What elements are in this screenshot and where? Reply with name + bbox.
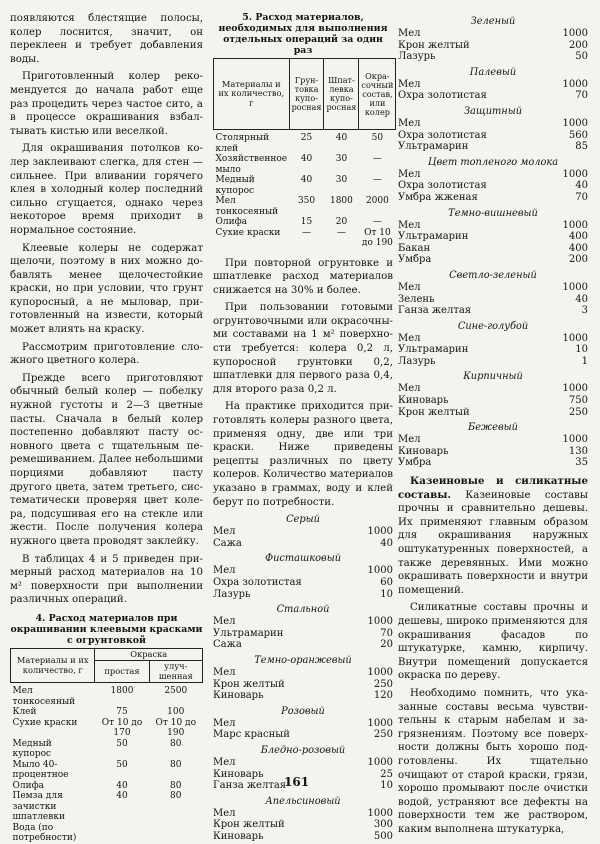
recipe-item [398,282,588,294]
ingredient-amount: 10 [575,344,588,356]
recipe [398,66,588,102]
ingredient-name: Охра золотистая [213,576,302,588]
ingredient-name: Крон желтый [398,39,470,51]
table-cell: 50 [371,133,384,143]
page-number: 161 [284,775,310,789]
table-row [11,781,203,792]
ingredient-name: Мел [213,807,236,819]
ingredient-name: Лазурь [213,588,251,600]
table-row [214,154,396,175]
ingredient-amount: 300 [373,819,393,831]
ingredient-name: Ультрамарин [398,141,469,153]
ingredient-name: Киноварь [213,690,264,702]
ingredient-amount: 1000 [367,616,393,628]
table-row [214,196,396,217]
ingredient-amount: 750 [568,395,588,407]
recipe [398,156,588,204]
ingredient-amount: 1000 [562,434,588,446]
ingredient-name: Мел [213,565,236,577]
ingredient-amount: 1 [581,355,588,367]
ingredient-amount: 1000 [367,807,393,819]
recipe-item [213,831,393,843]
ingredient-amount: 1000 [562,281,588,293]
ingredient-amount: 70 [380,627,393,639]
ingredient-name: Мел [398,78,421,90]
recipe-title: Бежевый [468,422,518,434]
ingredient-amount: 250 [373,678,393,690]
ingredient-name: Бакан [398,242,431,254]
recipe-title: Сине-голубой [457,320,529,332]
ingredient-name: Ганза желтая [398,305,472,317]
ingredient-amount: 200 [568,39,588,51]
table-row [214,175,396,196]
ingredient-amount: 40 [575,293,588,305]
table-header-priming: Грунтовка купоросная [291,75,322,112]
ingredient-name: Зелень [398,293,435,305]
ingredient-amount: 1000 [562,117,588,129]
table-cell: 80 [170,780,182,791]
recipe-item [213,757,393,769]
table-row [11,791,203,823]
recipe-item [398,395,588,407]
ingredient-amount: 40 [380,537,393,549]
table-cell: Хозяйственное мыло [215,154,288,175]
ingredient-name: Мел [213,526,236,538]
ingredient-amount: 1000 [367,756,393,768]
recipe-item [398,130,588,142]
ingredient-name: Мел [398,332,421,344]
recipe-title: Защитный [463,105,523,117]
ingredient-name: Мел [398,383,421,395]
recipe-item [213,679,393,691]
ingredient-amount: 130 [568,445,588,457]
ingredient-name: Крон желтый [213,819,285,831]
table-row [11,739,203,760]
table-row [11,760,203,781]
table-cell: Мел тонкосеяный [12,686,76,707]
table-cell: Клей [12,707,37,718]
ingredient-name: Мел [398,281,421,293]
ingredient-amount: 70 [575,90,588,102]
column-right [398,12,588,840]
recipe-item [398,294,588,306]
column-middle [213,12,393,842]
ingredient-name: Ганза желтая [213,780,287,792]
table-cell: Медный купорос [215,175,255,196]
ingredient-amount: 35 [575,457,588,469]
recipe [398,105,588,153]
table-cell: — [336,227,346,238]
recipe-title: Апельсиновый [265,795,341,807]
recipe-title: Цвет топленого молока [427,156,559,168]
recipes-list [398,15,588,469]
recipe-item [213,526,393,538]
table-cell: Сухие краски [12,717,78,728]
ingredient-amount: 70 [575,191,588,203]
recipe-item [398,333,588,345]
table-cell: 50 [116,759,128,770]
table-cell: 15 [300,217,313,227]
table-row [214,228,396,249]
ingredient-name: Лазурь [398,51,436,63]
ingredient-amount: 50 [575,51,588,63]
ingredient-amount: 20 [380,639,393,651]
table-cell: 40 [335,133,348,143]
ingredient-name: Мел [213,666,236,678]
table-row [11,683,203,708]
table-cell [95,823,149,844]
table-cell [149,823,202,844]
table-cell: 80 [170,738,182,749]
recipe-title: Кирпичный [463,371,523,383]
recipe-item [213,616,393,628]
recipe-item [398,344,588,356]
table-5 [213,58,396,249]
table-cell: Олифа [215,217,248,227]
recipe [398,207,588,266]
recipe-title: Зеленый [470,16,516,27]
recipe-item [213,589,393,601]
ingredient-amount: 400 [568,242,588,254]
recipe-title: Розовый [281,705,325,717]
table-cell: Пемза для зачистки шпатлевки [12,791,65,823]
recipe-item [398,457,588,469]
recipe-item [398,220,588,232]
recipe-item [398,254,588,266]
recipe-item [398,356,588,368]
paragraph: Необходимо помнить, что указанные составы весьма чувствительны к старым набелам и загрязнениям. Поэтому все поверхности должны быть хорошо подготовлены. Их тщательно очищают от старой краски, грязи, хорошо промывают после очистки водой, устраняют все дефекты на поверхности тем же раствором, каким выполнена штукатурка, [398,687,588,835]
table-cell: 80 [170,791,182,802]
recipe-title: Серый [286,514,320,526]
recipe-item [213,718,393,730]
ingredient-name: Киноварь [213,830,264,842]
ingredient-name: Мел [398,219,421,231]
table-cell: 25 [300,133,313,143]
table-cell: 75 [116,707,128,718]
recipe [213,513,393,549]
paragraph: Рассмотрим приготовление сложного цветного колера. [10,341,203,367]
table-row [214,130,396,155]
table-cell: 1800 [329,196,353,206]
recipe-item [213,577,393,589]
table-cell: Мыло 40-процентное [12,759,69,781]
paragraph: появляются блестящие полосы, колер лоснится, значит, он переклеен и требует добавления воды. [10,13,203,65]
table-header-improved: улучшенная [149,661,202,683]
ingredient-amount: 1000 [562,168,588,180]
table-cell: 40 [300,175,313,185]
recipe-item [398,192,588,204]
recipe-item [213,729,393,741]
paragraph: Приготовленный колер рекомендуется до начала работ еще раз процедить через частое сито, а в процессе окрашивания взбалтывать кистью или веселкой. [10,71,203,137]
ingredient-amount: 10 [380,780,393,792]
recipe-item [398,79,588,91]
table-header-group: Окраска [95,648,203,661]
table-cell: 30 [335,175,348,185]
table-cell: 1800 [110,686,134,697]
ingredient-amount: 250 [568,406,588,418]
table-cell: От 10 до 190 [361,227,393,248]
recipe-item [398,28,588,40]
ingredient-name: Марс красный [213,729,290,741]
ingredient-name: Мел [398,28,421,39]
ingredient-amount: 1000 [562,383,588,395]
ingredient-amount: 10 [380,588,393,600]
recipe-item [398,40,588,52]
ingredient-name: Умбра [398,254,432,266]
table-cell: — [372,175,382,185]
recipe-item [398,231,588,243]
recipe-title: Стальной [276,604,330,616]
recipe-item [398,383,588,395]
ingredient-amount: 40 [575,180,588,192]
table-4-caption: 4. Расход материалов при окрашивании клеевыми красками с огрунтовкой [10,612,203,646]
table-cell: 80 [170,759,182,770]
ingredient-name: Ультрамарин [398,344,469,356]
ingredient-amount: 1000 [562,219,588,231]
recipe-item [398,141,588,153]
table-header-simple: простая [95,661,149,683]
recipe-item [213,565,393,577]
ingredient-amount: 1000 [562,78,588,90]
table-cell: Вода (по потребности) [12,822,77,844]
ingredient-amount: 1000 [367,666,393,678]
ingredient-name: Ультрамарин [213,627,284,639]
paragraph [398,475,588,597]
ingredient-name: Сажа [213,537,242,549]
table-cell: 30 [335,154,348,164]
recipe-item [398,180,588,192]
ingredient-amount: 1000 [367,526,393,538]
column-left [10,12,203,844]
table-4 [10,648,203,844]
recipe-item [398,169,588,181]
recipe-title: Темно-вишневый [448,207,538,219]
recipe-item [398,434,588,446]
ingredient-name: Киноварь [398,445,449,457]
table-cell: От 10 до 170 [101,717,143,739]
recipe-item [398,118,588,130]
paragraph: Силикатные составы прочны и дешевы, широко применяются для окрашивания фасадов по штукатурке, камню, кирпичу. Внутри помещений допускается окраска по дереву. [398,602,588,682]
recipe-item [398,305,588,317]
ingredient-amount: 500 [373,830,393,842]
paragraph: В таблицах 4 и 5 приведен примерный расход материалов на 10 м² поверхности при выполнении различных операций. [10,553,203,606]
table-row [11,823,203,844]
table-cell: 40 [116,780,128,791]
ingredient-amount: 1000 [562,332,588,344]
ingredient-amount: 400 [568,231,588,243]
paragraph: Для окрашивания потолков колер заклеивают слегка, для стен — сильнее. При вливании горячего клея в холодный колер последний сильно сгущается, однако через некоторое время приходит в нормальное состояние. [10,143,203,236]
table-row [11,707,203,718]
recipe-title: Фисташковый [264,553,342,565]
recipe-title: Светло-зеленый [449,269,537,281]
table-header-materials: Материалы и их количество, г [214,59,290,130]
recipe-title: Бледно-розовый [260,744,346,756]
ingredient-amount: 560 [568,129,588,141]
table-cell: Мел тонкосеяный [215,196,279,217]
ingredient-amount: 1000 [367,717,393,729]
table-5-caption: 5. Расход материалов, необходимых для выполнения отдельных операций за один раз [218,12,388,56]
recipe-item [398,90,588,102]
ingredient-name: Охра золотистая [398,90,487,102]
table-cell: 350 [297,196,316,206]
ingredient-name: Мел [398,168,421,180]
ingredient-name: Мел [398,117,421,129]
ingredient-name: Крон желтый [398,406,470,418]
recipe [398,421,588,469]
recipe-item [213,667,393,679]
ingredient-name: Умбра жженая [398,191,478,203]
recipe [398,269,588,317]
section-heading: Казеиновые и силикатные составы. [398,475,588,501]
ingredient-name: Мел [398,434,421,446]
paragraph: Прежде всего приготовляют обычный белый колер — побелку нужной густоты и 2—3 цветные пасты. Сначала в белый колер постепенно добавляют пасту основного цвета с тщательным перемешиванием. Далее небольшими порциями добавляют пасту другого цвета, затем третьего, систематически проверяя цвет колера, подсушивая его на стекле или жести. После получения колера нужного цвета проводят заклейку. [10,372,203,547]
recipes-list [213,513,393,842]
ingredient-name: Киноварь [398,395,449,407]
ingredient-amount: 25 [380,768,393,780]
ingredient-name: Ультрамарин [398,231,469,243]
table-row [214,217,396,228]
paragraph: При повторной огрунтовке и шпатлевке расход материалов снижается на 30% и более. [213,257,393,296]
table-cell: 50 [116,738,128,749]
recipe-title: Темно-оранжевый [254,654,352,666]
recipe [213,552,393,600]
paragraph: Клеевые колеры не содержат щелочи, поэтому в них можно добавлять менее щелочестойкие краски, но при условии, что грунт купоросный, а не мыловар, приготовленный на извести, который может влиять на краску. [10,242,203,336]
recipe-item [213,639,393,651]
table-cell: — [302,227,312,238]
recipe-title: Палевый [469,66,517,78]
recipe [398,370,588,418]
table-cell: Столярный клей [215,133,270,154]
recipe-item [213,819,393,831]
recipe [213,705,393,741]
paragraph: При пользовании готовыми огрунтовочными или окрасочными составами на 1 м² поверхности требуется: колера 0,2 л, купоросной грунтовки 0,2, шпатлевки для первого раза 0,4, для второго раза 0,2 л. [213,302,393,395]
ingredient-name: Охра золотистая [398,180,487,192]
ingredient-amount: 85 [575,141,588,153]
table-cell: 100 [167,707,185,718]
table-header-paint: Окрасочный состав, или колер [361,70,394,117]
recipe-item [213,690,393,702]
ingredient-name: Охра золотистая [398,129,487,141]
ingredient-amount: 200 [568,254,588,266]
ingredient-amount: 60 [380,576,393,588]
table-header-materials: Материалы и их количество, г [11,648,95,683]
ingredient-amount: 120 [373,690,393,702]
recipe-item [398,243,588,255]
table-cell: 2000 [365,196,389,206]
ingredient-name: Крон желтый [213,678,285,690]
ingredient-amount: 3 [581,305,588,317]
table-cell: Сухие краски [215,227,281,238]
ingredient-amount: 250 [373,729,393,741]
ingredient-name: Сажа [213,639,242,651]
ingredient-name: Мел [213,616,236,628]
ingredient-name: Умбра [398,457,432,469]
paragraph: На практике приходится приготовлять колеры разного цвета, применяя одну, две или три краски. Ниже приведены рецепты различных по цвету колеров. Количество материалов указано в граммах, воду и клей берут по потребности. [213,401,393,508]
ingredient-name: Лазурь [398,355,436,367]
table-cell: 2500 [164,686,188,697]
recipe [398,320,588,368]
recipe-item [398,407,588,419]
table-cell: 40 [300,154,313,164]
recipe-item [213,628,393,640]
ingredient-name: Мел [213,717,236,729]
paragraph-text: Казеиновые составы прочны и сравнительно дешевы. Их применяют главным образом для окрашивания наружных оштукатуренных поверхностей, а также деревянных. Ими можно окрашивать поверхности и внутри помещений. [398,489,588,596]
table-cell: — [372,154,382,164]
table-row [11,718,203,739]
table-cell: Медный купорос [12,738,52,760]
table-cell: — [372,217,382,227]
table-cell: 40 [116,791,128,802]
table-header-putty: Шпатлевка купоросная [326,75,357,112]
ingredient-name: Мел [213,756,236,768]
table-cell: 20 [335,217,348,227]
recipe-item [398,446,588,458]
recipe-item [213,808,393,820]
ingredient-amount: 1000 [367,565,393,577]
recipe [398,15,588,63]
ingredient-name: Киноварь [213,768,264,780]
ingredient-amount: 1000 [562,28,588,39]
table-cell: Олифа [12,780,45,791]
recipe-item [398,51,588,63]
recipe-item [213,538,393,550]
recipe [213,654,393,702]
recipe [213,603,393,651]
recipe [213,795,393,843]
table-cell: От 10 до 190 [155,717,197,739]
